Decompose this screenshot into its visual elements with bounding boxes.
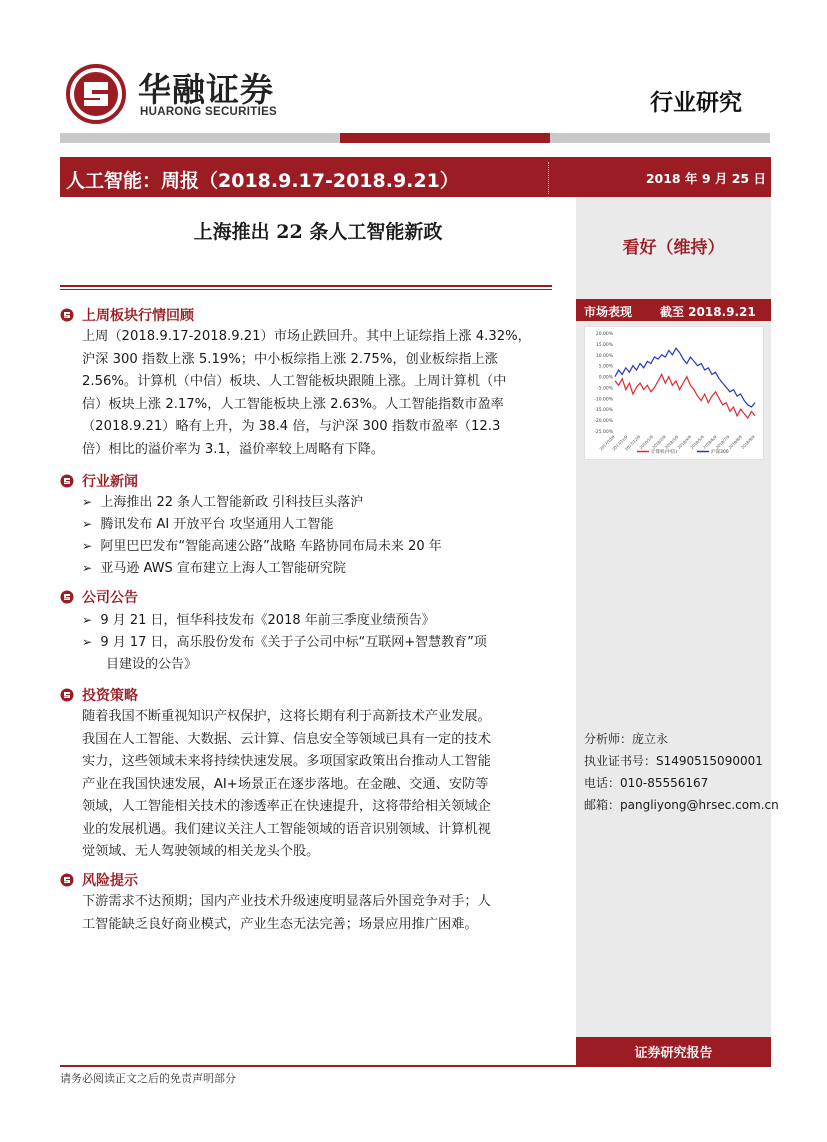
headline: 上海推出 22 条人工智能新政 xyxy=(193,221,443,243)
strategy-line: 随着我国不断重视知识产权保护，这将长期有利于高新技术产业发展。 xyxy=(82,709,491,724)
list-item[interactable]: ➢ 上海推出 22 条人工智能新政 引科技巨头落沪 xyxy=(82,495,364,510)
strategy-line: 我国在人工智能、大数据、云计算、信息安全等领域已具有一定的技术 xyxy=(82,731,491,747)
strategy-line: 业的发展机遇。我们建议关注人工智能领域的语音识别领域、计算机视 xyxy=(82,821,491,837)
market-chart xyxy=(584,326,764,460)
sidebar xyxy=(576,157,771,1065)
review-line: 2.56%。计算机（中信）板块、人工智能板块跟随上涨。上周计算机（中 xyxy=(82,374,507,389)
list-item-continuation: 目建设的公告》 xyxy=(106,657,198,672)
x-tick-label: 2018/9/9 xyxy=(740,434,756,450)
strategy-line: 产业在我国快速发展，AI+场景正在逐步落地。在金融、交通、安防等 xyxy=(82,776,489,792)
report-title: 人工智能：周报（2018.9.17-2018.9.21） xyxy=(66,170,459,192)
report-date: 2018 年 9 月 25 日 xyxy=(645,171,766,186)
analyst-name: 分析师：庞立永 xyxy=(584,732,669,746)
list-item[interactable]: ➢ 亚马逊 AWS 宣布建立上海人工智能研究院 xyxy=(82,561,346,576)
y-tick-label: -20.00% xyxy=(594,419,613,425)
disclaimer: 请务必阅读正文之后的免责声明部分 xyxy=(60,1072,236,1085)
risk-line: 工智能缺乏良好商业模式，产业生态无法完善；场景应用推广困难。 xyxy=(82,916,478,932)
section-title-announcements: 公司公告 xyxy=(82,590,138,606)
x-tick-label: 2018/5/9 xyxy=(689,434,705,450)
x-tick-label: 2018/3/9 xyxy=(663,434,680,450)
x-tick-label: 2018/8/9 xyxy=(727,434,743,450)
legend-label: 沪深300 xyxy=(711,450,729,455)
arrow-bullet-icon: ➢ xyxy=(82,561,93,575)
huarong-logo-icon xyxy=(66,64,126,124)
x-tick-label: 2017/10/9 xyxy=(598,434,616,452)
market-date: 截至 2018.9.21 xyxy=(660,305,756,319)
section-bullet-icon xyxy=(60,308,74,322)
review-line: 倍）相比的溢价率为 3.1，溢价率较上周略有下降。 xyxy=(82,441,385,457)
y-tick-label: -15.00% xyxy=(594,408,613,414)
market-title: 市场表现 xyxy=(584,305,633,319)
arrow-bullet-icon: ➢ xyxy=(82,635,93,649)
document-type: 行业研究 xyxy=(650,89,742,116)
company-name-cn: 华融证券 xyxy=(138,70,274,109)
section-title-risk: 风险提示 xyxy=(82,873,138,889)
y-tick-label: 5.00% xyxy=(598,364,613,370)
announcement-list xyxy=(82,609,487,675)
market-chart-svg xyxy=(585,327,763,459)
series-line xyxy=(615,374,755,418)
section-bullet-icon xyxy=(60,590,74,604)
news-list xyxy=(82,491,442,579)
headline-rule-thin xyxy=(60,289,552,290)
list-item[interactable]: ➢ 腾讯发布 AI 开放平台 攻坚通用人工智能 xyxy=(82,517,334,532)
y-tick-label: -5.00% xyxy=(597,386,613,392)
section-title-review: 上周板块行情回顾 xyxy=(82,308,194,324)
review-paragraph xyxy=(82,326,552,461)
strategy-line: 领域，人工智能相关技术的渗透率正在快速提升，这将带给相关领域企 xyxy=(82,799,491,814)
y-tick-label: 15.00% xyxy=(595,342,613,348)
risk-line: 下游需求不达预期；国内产业技术升级速度明显落后外国竞争对手；人 xyxy=(82,894,491,909)
section-bullet-icon xyxy=(60,873,74,887)
footer-rule xyxy=(60,1065,771,1067)
arrow-bullet-icon: ➢ xyxy=(82,517,93,531)
x-tick-label: 2017/12/9 xyxy=(623,434,642,452)
section-bullet-icon xyxy=(60,688,74,702)
list-item[interactable]: ➢ 阿里巴巴发布“智能高速公路”战略 车路协同布局未来 20 年 xyxy=(82,539,442,554)
report-label: 证券研究报告 xyxy=(634,1046,713,1061)
strategy-line: 觉领域、无人驾驶领域的相关龙头个股。 xyxy=(82,844,320,859)
strategy-paragraph xyxy=(82,706,552,864)
x-tick-label: 2018/1/9 xyxy=(638,434,654,450)
y-tick-label: 0.00% xyxy=(598,375,613,381)
list-item[interactable]: ➢ 9 月 21 日，恒华科技发布《2018 年前三季度业绩预告》 xyxy=(82,613,435,628)
review-line: 沪深 300 指数上涨 5.19%；中小板综指上涨 2.75%，创业板综指上涨 xyxy=(82,351,498,367)
headline-rule xyxy=(60,285,552,287)
arrow-bullet-icon: ➢ xyxy=(82,495,93,509)
section-title-strategy: 投资策略 xyxy=(82,688,138,704)
x-tick-label: 2018/4/9 xyxy=(676,434,693,450)
risk-paragraph xyxy=(82,891,552,936)
company-name-en: HUARONG SECURITIES xyxy=(140,106,278,118)
y-tick-label: 20.00% xyxy=(595,332,613,337)
analyst-phone: 电话：010-85556167 xyxy=(584,776,709,790)
x-tick-label: 2018/6/9 xyxy=(701,434,718,450)
y-tick-label: -25.00% xyxy=(594,430,613,435)
y-tick-label: -10.00% xyxy=(594,397,613,403)
y-tick-label: 10.00% xyxy=(595,353,613,359)
x-tick-label: 2018/7/9 xyxy=(714,434,731,450)
series-line xyxy=(615,348,755,407)
rating: 看好（维持） xyxy=(622,238,725,258)
section-bullet-icon xyxy=(60,474,74,488)
x-tick-label: 2017/11/9 xyxy=(611,434,629,452)
section-title-news: 行业新闻 xyxy=(82,474,138,490)
top-divider-accent xyxy=(340,133,550,143)
x-tick-label: 2018/2/9 xyxy=(651,434,667,450)
analyst-cert: 执业证书号：S1490515090001 xyxy=(584,754,763,768)
legend-label: 计算机(中信) xyxy=(651,450,678,455)
review-line: 信）板块上涨 2.17%，人工智能板块上涨 2.63%。人工智能指数市盈率 xyxy=(82,396,504,412)
arrow-bullet-icon: ➢ xyxy=(82,613,93,627)
title-bar-separator xyxy=(548,162,549,194)
list-item[interactable]: ➢ 9 月 17 日，高乐股份发布《关于子公司中标“互联网+智慧教育”项 xyxy=(82,635,487,650)
analyst-email[interactable]: 邮箱：pangliyong@hrsec.com.cn xyxy=(584,798,779,812)
review-line: 上周（2018.9.17-2018.9.21）市场止跌回升。其中上证综指上涨 4.32%， xyxy=(82,329,531,344)
strategy-line: 实力，这些领域未来将持续快速发展。多项国家政策出台推动人工智能 xyxy=(82,754,491,769)
review-line: （2018.9.21）略有上升，为 38.4 倍，与沪深 300 指数市盈率（12.3 xyxy=(82,419,501,434)
arrow-bullet-icon: ➢ xyxy=(82,539,93,553)
